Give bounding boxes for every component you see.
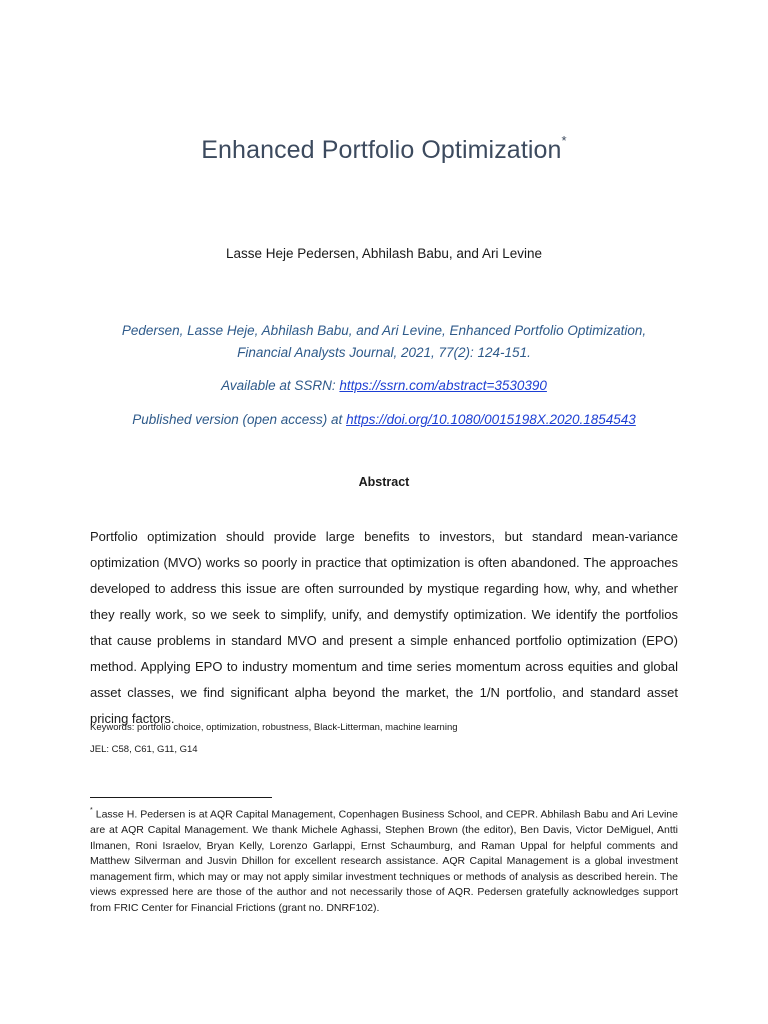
paper-authors: Lasse Heje Pedersen, Abhilash Babu, and Ari Levine bbox=[226, 246, 542, 261]
paper-title-text: Enhanced Portfolio Optimization bbox=[201, 136, 562, 164]
title-footnote-marker: * bbox=[561, 132, 567, 148]
citation-block bbox=[0, 320, 768, 364]
abstract-heading: Abstract bbox=[358, 475, 410, 489]
published-prefix: Published version (open access) at bbox=[132, 412, 347, 427]
keywords-line: Keywords: portfolio choice, optimization, robustness, Black-Litterman, machine learning bbox=[90, 722, 458, 733]
footnote-marker: * bbox=[90, 807, 93, 814]
abstract-text: Portfolio optimization should provide large benefits to investors, but standard mean-variance optimization (MVO) works so poorly in practice that optimization is often abandoned. The approaches developed to address this issue are often surrounded by mystique regarding how, why, and whether they really work, so we seek to simplify, unify, and demystify optimization. We identify the portfolios that cause problems in standard MVO and present a simple enhanced portfolio optimization (EPO) method. Applying EPO to industry momentum and time series momentum across equities and global asset classes, we find significant alpha beyond the market, the 1/N portfolio, and standard asset pricing factors. bbox=[90, 529, 678, 726]
published-version-line bbox=[0, 412, 768, 427]
footnote bbox=[90, 804, 678, 917]
doi-link[interactable]: https://doi.org/10.1080/0015198X.2020.1854543 bbox=[346, 412, 636, 427]
ssrn-link[interactable]: https://ssrn.com/abstract=3530390 bbox=[339, 378, 547, 393]
ssrn-prefix: Available at SSRN: bbox=[221, 378, 340, 393]
citation-line-2: Financial Analysts Journal, 2021, 77(2): 124-151. bbox=[237, 345, 531, 360]
jel-codes-line: JEL: C58, C61, G11, G14 bbox=[90, 744, 198, 755]
ssrn-line bbox=[0, 378, 768, 393]
citation-line-1: Pedersen, Lasse Heje, Abhilash Babu, and Ari Levine, Enhanced Portfolio Optimization, bbox=[121, 323, 647, 338]
footnote-divider bbox=[90, 797, 272, 798]
footnote-text: Lasse H. Pedersen is at AQR Capital Management, Copenhagen Business School, and CEPR. Abhilash Babu and Ari Levine are at AQR Capital Management. We thank Michele Aghassi, Stephen Brown (the editor), Ben Davis, Victor DeMiguel, Antti Ilmanen, Roni Israelov, Bryan Kelly, Lorenzo Garlappi, Ernst Schaumburg, and Raman Uppal for helpful comments and Matthew Silverman and Jusvin Dhillon for excellent research assistance. AQR Capital Management is a global investment management firm, which may or may not apply similar investment techniques or methods of analysis as described herein. The views expressed here are those of the author and not necessarily those of AQR. Pedersen gratefully acknowledges support from FRIC Center for Financial Frictions (grant no. DNRF102). bbox=[90, 808, 678, 915]
paper-title bbox=[0, 132, 768, 165]
